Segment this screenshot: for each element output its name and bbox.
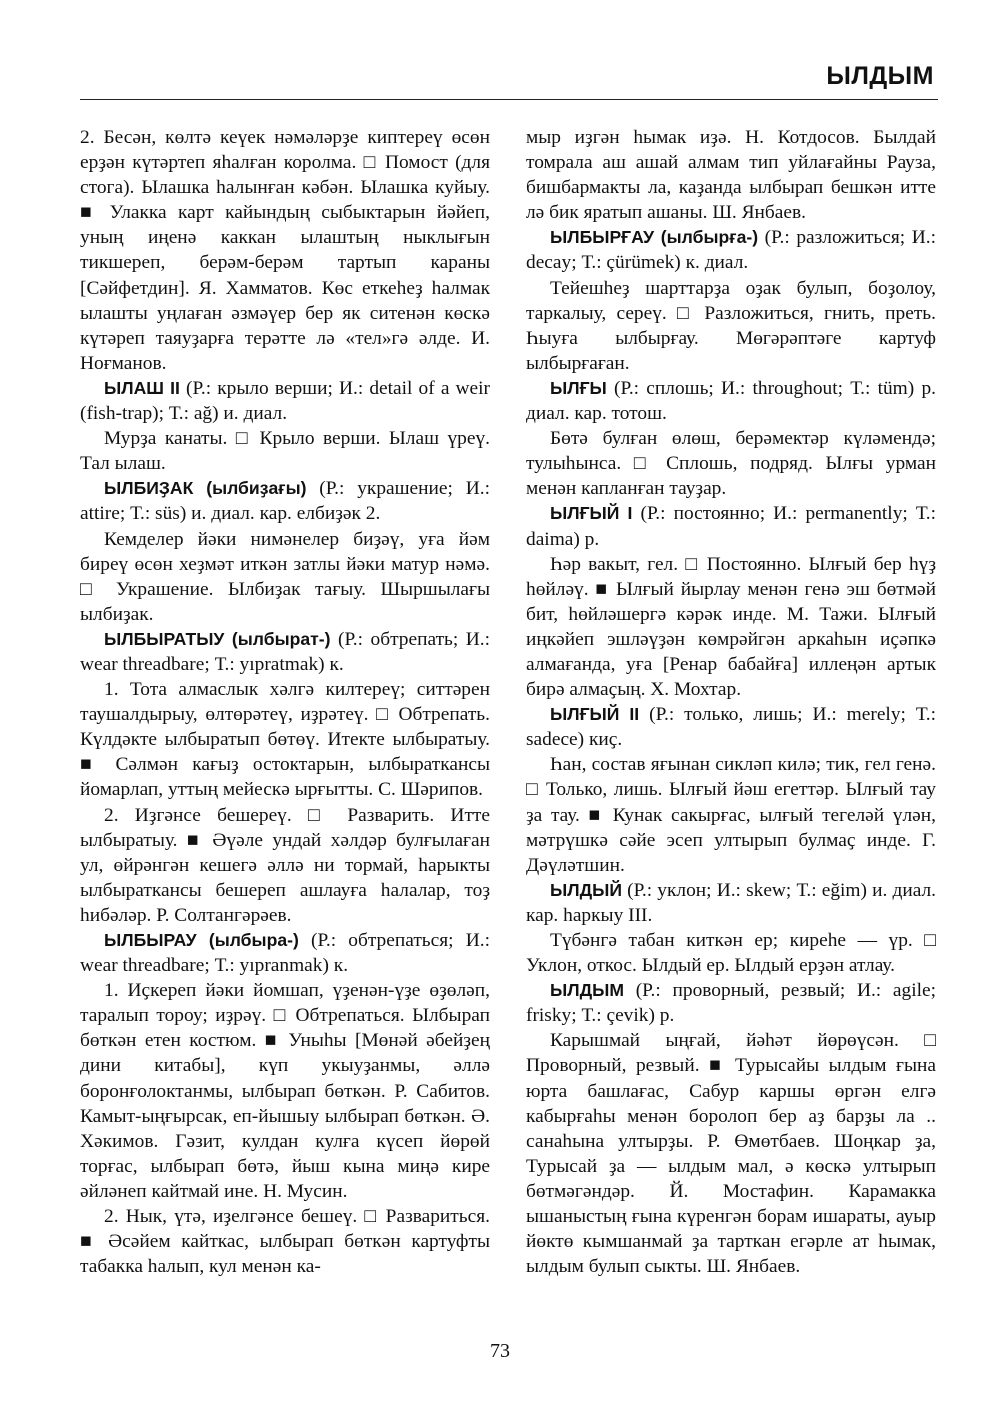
left-column [80, 125, 490, 1279]
entry-heading [80, 928, 490, 978]
definition-paragraph: Түбәнгә табан киткән ер; киреһе — үр. □ Уклон, откос. Ылдый ер. Ылдый ерҙән атлау. [526, 930, 936, 977]
entry-heading [80, 376, 490, 426]
header-rule [80, 99, 938, 100]
headword-translations: (Р.: украшение; И.: attire; Т.: süs) и. диал. кар. елбиҙәк 2. [80, 478, 490, 525]
headword-translations: (Р.: обтрепать; И.: wear threadbare; Т.: yıpratmak) к. [80, 628, 491, 675]
headword: ЫЛБЫРАТЫУ [104, 628, 225, 649]
page-number: 73 [490, 1340, 510, 1362]
headword-translations: (Р.: уклон; И.: skew; Т.: eğim) и. диал. кар. һаркыу III. [526, 879, 936, 926]
headword: ЫЛБИҘАК [104, 478, 194, 499]
headword-translations: (Р.: проворный, резвый; И.: agile; frisky; Т.: çevik) р. [526, 980, 936, 1027]
headword: ЫЛДЫМ [550, 980, 624, 1001]
headword: ЫЛБЫРАУ [104, 930, 197, 950]
headword-variant: (ылбырат-) [224, 628, 331, 649]
definition-paragraph: Бөтә булған өлөш, берәмектәр күләмендә; тулыһынса. □ Сплошь, подряд. Ылғы урман менән капланған тауҙар. [526, 428, 936, 500]
definition-paragraph: мыр иҙгән һымак иҙә. Н. Котдосов. Былдай томрала аш ашай алмам тип уйлағайны Рауза, бишбармакты ла, каҙанда ылбырап бешкән итте лә бик яратып ашаны. Ш. Янбаев. [526, 127, 936, 224]
definition-paragraph: 1. Тота алмаслык хәлгә килтереү; ситтәрен таушалдырыу, өлтөрәтеү, иҙрәтеү. □ Обтрепать. Күлдәкте ылбыратып бөтөү. Итекте ылбыратыу. ■ Сәлмән кағыҙ остоктарын, ылбыраткансы йомарлап, уттың мейескә ырғытты. С. Шәрипов. [80, 679, 490, 801]
entry-heading [526, 878, 936, 928]
entry-heading [526, 501, 936, 551]
definition-paragraph: 2. Бесән, көлтә кеүек нәмәләрҙе киптереү өсөн ерҙән күтәртеп яһалған королма. □ Помост (для стога). Ылашка һалынған кәбән. Ылашка куйыу. ■ Улакка карт кайындың сыбыктарын йәйеп, уның иңенә каккан ылаштың ныклығын тикшереп, берәм-берәм тартып караны [Сәйфетдин]. Я. Хамматов. Көс еткеһеҙ һалмак ылашты уңлаған әзмәүер бер як ситенән көскә күтәреп таяуҙарға терәтте лә «тел»гә әлде. И. Ноғманов. [80, 127, 490, 374]
definition-paragraph: 2. Иҙгәнсе бешереү. □ Разварить. Итте ылбыратыу. ■ Әүәле ундай хәлдәр булғылаған ул, өйрәнгән кешегә әллә ни тормай, һарыкты ылбыраткансы бешереп ашлауға һалалар, тоҙ һибәләр. Р. Солтангәрәев. [80, 804, 490, 926]
headword: ЫЛҒЫ [550, 377, 607, 398]
definition-paragraph: Тейешһеҙ шарттарҙа оҙак булып, боҙолоу, таркалыу, сереү. □ Разложиться, гнить, преть. Һыуға ылбырғау. Мөгәрәптәге картуф ылбырғаған. [526, 277, 936, 374]
headword: ЫЛАШ II [104, 377, 180, 398]
definition-paragraph: Һәр вакыт, гел. □ Постоянно. Ылғый бер һүҙ һөйләү. ■ Ылғый йырлау менән генә эш бөтмәй бит, һөйләшергә кәрәк инде. М. Тажи. Ылғый иңкәйеп эшләүҙән көмрәйгән аркаһын иҫәпкә алмағанда, уға [Ренар бабайға] иллеңән артык бирә алмаҫың. Х. Мохтар. [526, 553, 936, 701]
headword-translations: (Р.: крыло верши; И.: detail of a weir (fish-trap); Т.: ağ) и. диал. [80, 377, 490, 425]
headword: ЫЛҒЫЙ I [550, 503, 633, 524]
headword-translations: (Р.: обтрепаться; И.: wear threadbare; Т.: yıpranmak) к. [80, 930, 491, 977]
entry-heading [80, 476, 490, 526]
headword-variant: (ылбиҙағы) [193, 478, 307, 499]
right-column [526, 125, 936, 1279]
headword-translations: (Р.: разложиться; И.: decay; Т.: çürümek) к. диал. [526, 227, 937, 274]
definition-paragraph: Кемделер йәки нимәнелер биҙәү, уға йәм биреү өсөн хеҙмәт иткән затлы йәки матур нәмә. □ Украшение. Ылбиҙак тағыу. Шыршылағы ылбиҙак. [80, 528, 490, 625]
headword-translations: (Р.: сплошь; И.: throughout; Т.: tüm) р. диал. кар. тотош. [526, 377, 936, 425]
headword-translations: (Р.: только, лишь; И.: merely; Т.: sadece) киҫ. [526, 704, 937, 751]
definition-paragraph: 1. Иҫкереп йәки йомшап, үҙенән-үҙе өҙөләп, таралып тороу; иҙрәү. □ Обтрепаться. Ылбырап бөткән етен костюм. ■ Уныһы [Мөнәй әбейҙең дини китабы], күп укыуҙанмы, әллә боронғолоктанмы, ылбырап бөткән. Р. Сабитов. Камыт-ыңғырсак, еп-йышыу ылбырап бөткән. Ә. Хәкимов. Гәзит, кулдан кулға күсеп йөрөй торғас, ылбырап бөтә, йыш кына миңә кире әйләнеп кайтмай ине. Н. Мусин. [80, 980, 490, 1202]
entry-heading [526, 702, 936, 752]
headword: ЫЛБЫРҒАУ [550, 227, 655, 248]
definition-paragraph: Һан, состав яғынан сикләп килә; тик, гел генә. □ Только, лишь. Ылғый йәш егеттәр. Ылғый тау ҙа тау. ■ Кунак сакырғас, ылғый тегеләй үлән, мәтрүшкә сәйе эсеп ултырып булмаҫ инде. Г. Дәүләтшин. [526, 754, 936, 876]
definition-paragraph: 2. Нык, үтә, иҙелгәнсе бешеү. □ Развариться. ■ Әсәйем кайткас, ылбырап бөткән картуфты табакка һалып, кул менән ка- [80, 1206, 490, 1278]
headword: ЫЛҒЫЙ II [550, 704, 640, 725]
headword-variant: (ылбыра-) [196, 930, 299, 950]
definition-paragraph: Карышмай ыңғай, йәһәт йөрөүсән. □ Проворный, резвый. ■ Турысайы ылдым ғына юрта башлағас, Сабур каршы өргән елгә кабырғаһы менән боролоп бер аҙ барҙы ла .. санаһына ултырҙы. Р. Өмөтбаев. Шоңкар ҙа, Турысай ҙа — ылдым мал, ә көскә ултырып бөтмәгәндәр. Й. Мостафин. Карамакка ышаныстың ғына күренгән борам ишараты, ауыр йөктө кымшанмай ҙа тарткан егәрле ат һымак, ылдым булып сыкты. Ш. Янбаев. [526, 1030, 936, 1278]
headword: ЫЛДЫЙ [550, 879, 622, 900]
entry-heading [526, 978, 936, 1028]
entry-heading [80, 627, 490, 677]
definition-paragraph: Мурҙа канаты. □ Крыло верши. Ылаш үреү. Тал ылаш. [80, 428, 490, 475]
entry-heading [526, 376, 936, 426]
entry-heading [526, 225, 936, 275]
headword-variant: (ылбырға-) [654, 227, 759, 248]
running-head: ЫЛДЫМ [826, 62, 934, 90]
headword-translations: (Р.: постоянно; И.: permanently; Т.: daima) р. [526, 503, 936, 550]
